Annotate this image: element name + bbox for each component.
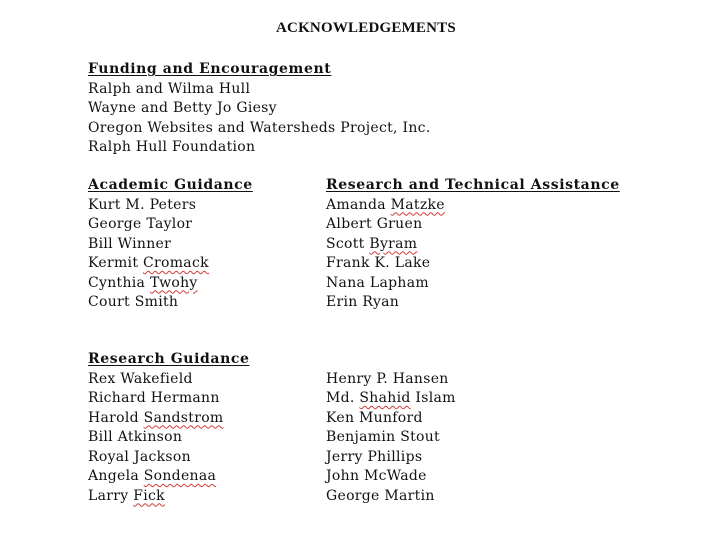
spellcheck-word: Twohy: [149, 274, 198, 291]
research-guidance-item: Ken Munford: [326, 409, 423, 426]
research-tech-item: [326, 196, 620, 216]
academic-guidance-heading: Academic Guidance: [88, 177, 253, 193]
name-first: Cynthia: [88, 274, 150, 291]
name-first: Angela: [88, 468, 144, 484]
research-guidance-item: [88, 467, 249, 487]
funding-heading: Funding and Encouragement: [88, 61, 332, 77]
name-first: Amanda: [326, 196, 391, 213]
academic-item: [88, 254, 253, 274]
research-guidance-item: George Martin: [326, 487, 435, 504]
name-first: Scott: [326, 235, 370, 252]
research-guidance-item: Richard Hermann: [88, 390, 220, 406]
research-guidance-item: [88, 487, 249, 507]
name-first: Larry: [88, 487, 134, 504]
spellcheck-word: Sandstrom: [143, 409, 224, 426]
academic-item: Court Smith: [88, 294, 179, 310]
name-first: Kermit: [88, 255, 143, 271]
research-tech-item: [326, 235, 620, 255]
research-guidance-item: Henry P. Hansen: [326, 370, 449, 387]
research-technical-section: [326, 176, 620, 313]
research-tech-item: Albert Gruen: [326, 216, 423, 232]
research-guidance-item: Bill Atkinson: [88, 429, 183, 445]
name-first: Md.: [326, 390, 360, 406]
funding-item: Ralph and Wilma Hull: [88, 80, 251, 97]
research-guidance-section: [88, 350, 249, 506]
funding-item: Wayne and Betty Jo Giesy: [88, 100, 277, 116]
research-guidance-heading: Research Guidance: [88, 351, 250, 367]
research-tech-item: Nana Lapham: [326, 274, 429, 291]
research-guidance-item: [326, 389, 456, 409]
academic-item: George Taylor: [88, 216, 193, 232]
spellcheck-word: Matzke: [390, 196, 445, 213]
name-first: Harold: [88, 409, 144, 426]
academic-item: Kurt M. Peters: [88, 196, 197, 213]
spellcheck-word: Byram: [369, 235, 418, 252]
spellcheck-word: Shahid: [359, 390, 411, 406]
page-title: ACKNOWLEDGEMENTS: [276, 20, 456, 36]
funding-section: [88, 60, 431, 158]
spellcheck-word: Sondenaa: [143, 468, 217, 484]
research-guidance-item: Benjamin Stout: [326, 429, 440, 445]
research-guidance-item: Rex Wakefield: [88, 370, 193, 387]
research-tech-item: Erin Ryan: [326, 294, 400, 310]
research-guidance-right-column: [326, 370, 456, 507]
research-guidance-item: Jerry Phillips: [326, 448, 423, 465]
research-technical-heading: Research and Technical Assistance: [326, 177, 620, 193]
research-tech-item: Frank K. Lake: [326, 255, 431, 271]
academic-item: [88, 274, 253, 294]
spellcheck-word: Cromack: [143, 255, 209, 271]
funding-item: Oregon Websites and Watersheds Project, Inc.: [88, 119, 431, 136]
name-last: Islam: [410, 390, 456, 406]
research-guidance-item: Royal Jackson: [88, 448, 191, 465]
funding-item: Ralph Hull Foundation: [88, 139, 256, 155]
academic-item: Bill Winner: [88, 235, 172, 252]
academic-guidance-section: [88, 176, 253, 313]
research-guidance-item: [88, 409, 249, 429]
spellcheck-word: Fick: [133, 487, 165, 504]
research-guidance-item: John McWade: [326, 468, 427, 484]
